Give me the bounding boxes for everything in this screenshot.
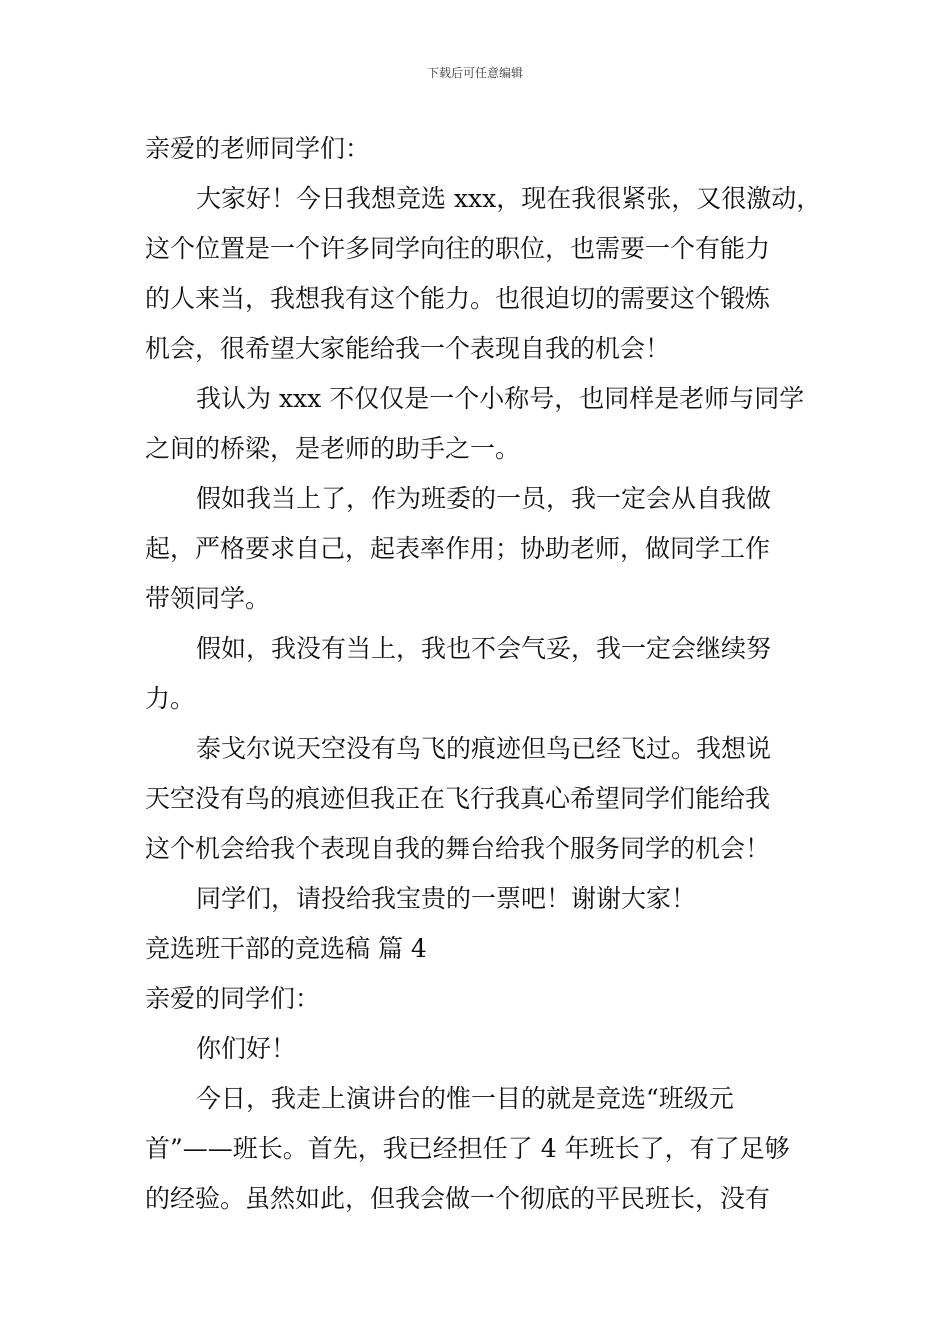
text-line: 这个机会给我个表现自我的舞台给我个服务同学的机会！ bbox=[145, 834, 771, 863]
text-line: 的经验。虽然如此，但我会做一个彻底的平民班长，没有 bbox=[145, 1184, 771, 1213]
text-line: 你们好！ bbox=[196, 1034, 297, 1063]
section-heading: 竞选班干部的竞选稿 篇 4 bbox=[145, 934, 427, 963]
page-header: 下载后可任意编辑 bbox=[426, 66, 523, 80]
document-body bbox=[145, 124, 825, 1224]
text-line: 天空没有鸟的痕迹但我正在飞行我真心希望同学们能给我 bbox=[145, 784, 771, 813]
text-line: 力。 bbox=[145, 684, 196, 713]
text-line: 泰戈尔说天空没有鸟飞的痕迹但鸟已经飞过。我想说 bbox=[196, 734, 772, 763]
text-line: 假如，我没有当上，我也不会气妥，我一定会继续努 bbox=[196, 634, 772, 663]
text-line: 首”——班长。首先，我已经担任了 4 年班长了，有了足够 bbox=[145, 1134, 790, 1163]
text-line: 的人来当，我想我有这个能力。也很迫切的需要这个锻炼 bbox=[145, 284, 771, 313]
text-line: 假如我当上了，作为班委的一员，我一定会从自我做 bbox=[196, 484, 772, 513]
text-line: 亲爱的老师同学们： bbox=[145, 134, 371, 163]
text-line: 起，严格要求自己，起表率作用；协助老师，做同学工作 bbox=[145, 534, 771, 563]
text-line: 亲爱的同学们： bbox=[145, 984, 321, 1013]
text-line: 带领同学。 bbox=[145, 584, 271, 613]
text-line: 机会，很希望大家能给我一个表现自我的机会！ bbox=[145, 334, 671, 363]
text-line: 大家好！今日我想竞选 xxx，现在我很紧张，又很激动， bbox=[196, 184, 822, 213]
text-line: 同学们，请投给我宝贵的一票吧！谢谢大家！ bbox=[196, 884, 697, 913]
text-line: 我认为 xxx 不仅仅是一个小称号，也同样是老师与同学 bbox=[196, 384, 805, 413]
text-line: 之间的桥梁，是老师的助手之一。 bbox=[145, 434, 521, 463]
text-line: 今日，我走上演讲台的惟一目的就是竞选“班级元 bbox=[196, 1084, 734, 1113]
text-line: 这个位置是一个许多同学向往的职位，也需要一个有能力 bbox=[145, 234, 771, 263]
